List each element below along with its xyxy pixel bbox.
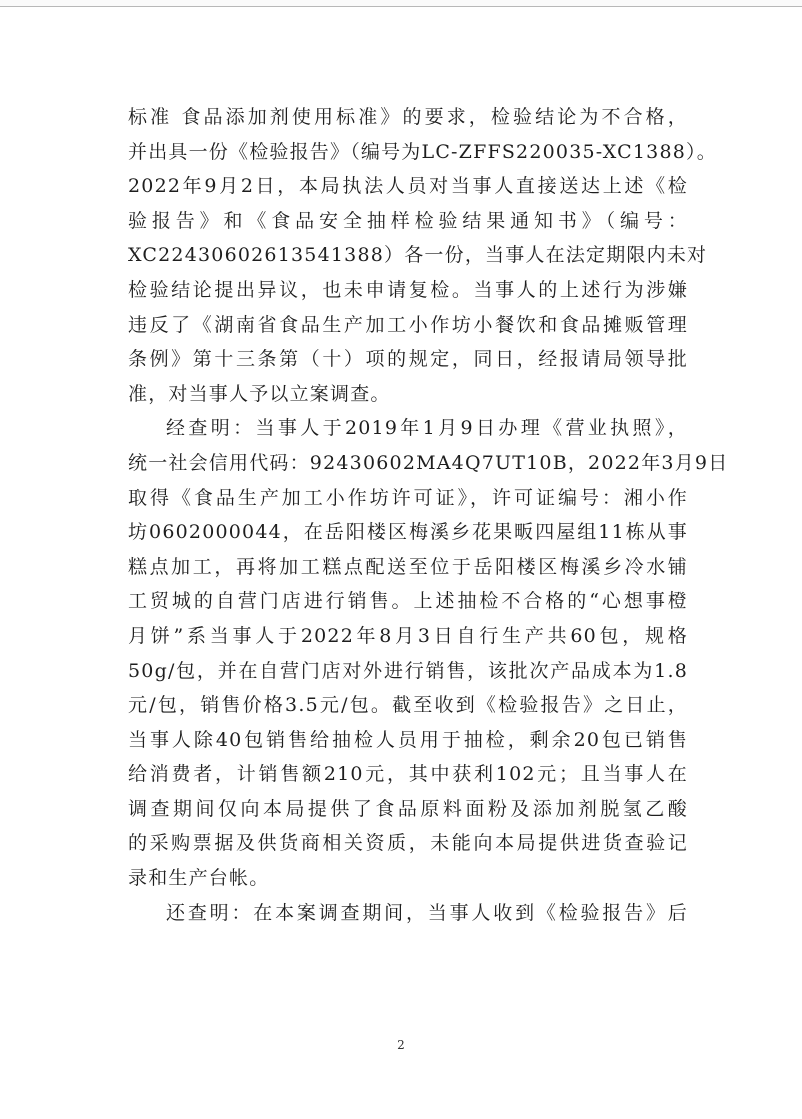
text-line: 的采购票据及供货商相关资质，未能向本局提供进货查验记 [128, 832, 688, 855]
text-line: 调查期间仅向本局提供了食品原料面粉及添加剂脱氢乙酸 [128, 797, 688, 820]
text-line: 50g/包，并在自营门店对外进行销售，该批次产品成本为1.8 [128, 659, 688, 682]
text-line: XC22430602613541388）各一份，当事人在法定期限内未对 [128, 244, 708, 267]
document-body [128, 100, 729, 930]
text-line: 准，对当事人予以立案调查。 [128, 382, 391, 405]
text-line: 验报告》和《食品安全抽样检验结果通知书》（编号： [128, 209, 688, 232]
text-line: 糕点加工，再将加工糕点配送至位于岳阳楼区梅溪乡冷水铺 [128, 555, 688, 578]
text-line: 还查明：在本案调查期间，当事人收到《检验报告》后 [166, 901, 688, 924]
text-line: 元/包，销售价格3.5元/包。截至收到《检验报告》之日止， [128, 694, 688, 717]
paragraph-investigation-findings [128, 411, 729, 895]
text-line: 取得《食品生产加工小作坊许可证》，许可证编号：湘小作 [128, 486, 688, 509]
text-line: 工贸城的自营门店进行销售。上述抽检不合格的“心想事橙 [128, 590, 688, 613]
text-line: 当事人除40包销售给抽检人员用于抽检，剩余20包已销售 [128, 728, 688, 751]
text-line: 检验结论提出异议，也未申请复检。当事人的上述行为涉嫌 [128, 278, 688, 301]
text-line: 2022年9月2日，本局执法人员对当事人直接送达上述《检 [128, 175, 688, 198]
page-top-edge [0, 0, 802, 7]
text-line: 并出具一份《检验报告》（编号为LC-ZFFS220035-XC1388）。 [128, 140, 717, 163]
text-line: 经查明：当事人于2019年1月9日办理《营业执照》， [166, 417, 688, 440]
text-line: 月饼”系当事人于2022年8月3日自行生产共60包，规格 [128, 624, 688, 647]
paragraph-further-findings [128, 896, 688, 931]
text-line: 录和生产台帐。 [128, 867, 270, 890]
page-number: 2 [397, 1038, 405, 1052]
text-line: 条例》第十三条第（十）项的规定，同日，经报请局领导批 [128, 348, 688, 371]
text-line: 给消费者，计销售额210元，其中获利102元；且当事人在 [128, 763, 688, 786]
text-line: 坊0602000044，在岳阳楼区梅溪乡花果畈四屋组11栋从事 [128, 521, 688, 544]
text-line: 统一社会信用代码：92430602MA4Q7UT10B，2022年3月9日 [128, 451, 729, 474]
text-line: 违反了《湖南省食品生产加工小作坊小餐饮和食品摊贩管理 [128, 313, 688, 336]
paragraph-inspection-result [128, 100, 717, 411]
text-line: 标准 食品添加剂使用标准》的要求，检验结论为不合格， [128, 106, 688, 128]
